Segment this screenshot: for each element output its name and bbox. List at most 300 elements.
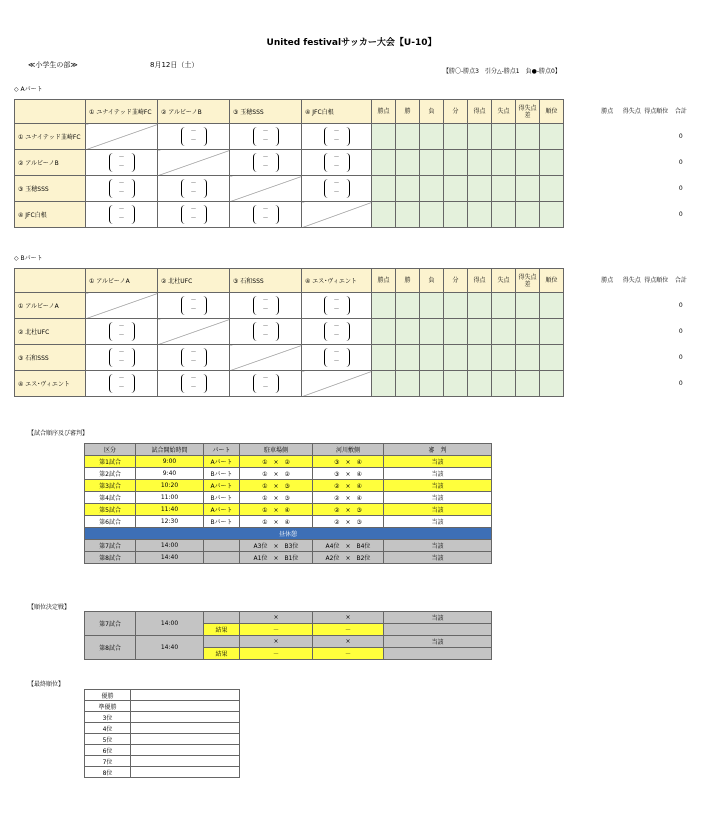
schedule-table [84, 443, 492, 564]
schedule-cell: 14:40 [136, 552, 204, 564]
row-team-header: ④ JFC白根 [15, 202, 86, 228]
score-dash-top: － [190, 206, 197, 213]
stat-cell [396, 293, 420, 319]
stat-cell [372, 124, 396, 150]
schedule-cell: Aパート [204, 456, 240, 468]
match-score-cell [158, 371, 230, 397]
schedule-cell: Bパート [204, 516, 240, 528]
schedule-cell: ① × ④ [240, 516, 313, 528]
side-total-value: 0 [678, 379, 683, 387]
stat-cell [492, 124, 516, 150]
match-score-cell [230, 293, 302, 319]
score-bracket [253, 127, 279, 146]
team-row [15, 293, 564, 319]
stat-cell [516, 371, 540, 397]
stat-cell [540, 150, 564, 176]
schedule-cell: 11:00 [136, 492, 204, 504]
score-dash-top: － [262, 206, 269, 213]
stat-cell [540, 202, 564, 228]
stat-header: 順位 [540, 269, 564, 293]
decision-time: 14:00 [136, 612, 204, 636]
team-row [15, 124, 564, 150]
schedule-cell: 10:20 [136, 480, 204, 492]
schedule-cell: 第5試合 [85, 504, 136, 516]
stat-cell [492, 345, 516, 371]
stat-cell [372, 202, 396, 228]
rank-row [85, 745, 240, 756]
schedule-cell: 当該 [384, 492, 492, 504]
score-dash-bottom: － [262, 215, 269, 222]
schedule-cell: 14:00 [136, 540, 204, 552]
stat-cell [420, 345, 444, 371]
score-dash-bottom: － [190, 215, 197, 222]
stat-cell [492, 176, 516, 202]
schedule-cell: 9:40 [136, 468, 204, 480]
rank-team-cell [131, 712, 240, 723]
schedule-cell: ① × ④ [240, 504, 313, 516]
stat-header: 失点 [492, 100, 516, 124]
score-dash-top: － [190, 375, 197, 382]
corner-cell [15, 100, 86, 124]
score-bracket [181, 374, 207, 393]
self-match-cell [86, 293, 158, 319]
score-dash-bottom: － [118, 189, 125, 196]
schedule-cell: ② × ④ [313, 480, 384, 492]
schedule-cell: ③ × ④ [313, 468, 384, 480]
stat-cell [420, 124, 444, 150]
score-dash-bottom: － [333, 163, 340, 170]
schedule-cell: A3位 × B3位 [240, 540, 313, 552]
stat-cell [516, 202, 540, 228]
score-dash-top: － [262, 154, 269, 161]
score-bracket [109, 205, 135, 224]
points-legend: 【勝〇-勝点3 引分△-勝点1 負●-勝点0】 [443, 68, 561, 75]
stat-header: 勝 [396, 100, 420, 124]
stat-header: 負 [420, 100, 444, 124]
stat-cell [468, 176, 492, 202]
schedule-row [85, 468, 492, 480]
stat-header: 得失点差 [516, 269, 540, 293]
decision-row [85, 612, 492, 624]
rank-label: 5位 [85, 734, 131, 745]
stat-cell [468, 150, 492, 176]
column-team-header: ③ 石和SSS [230, 269, 302, 293]
score-bracket [324, 296, 350, 315]
decision-vs: × [313, 612, 384, 624]
stat-cell [444, 371, 468, 397]
self-match-cell [230, 176, 302, 202]
column-team-header: ④ JFC白根 [302, 100, 372, 124]
date-label: 8月12日（土） [150, 61, 199, 69]
match-score-cell [230, 319, 302, 345]
score-bracket [253, 322, 279, 341]
rank-row [85, 756, 240, 767]
stat-header: 順位 [540, 100, 564, 124]
match-score-cell [230, 124, 302, 150]
rank-team-cell [131, 767, 240, 778]
stat-cell [444, 150, 468, 176]
side-header: 勝点 [601, 107, 614, 115]
division-label: ≪小学生の部≫ [28, 61, 78, 69]
score-dash-bottom: － [118, 163, 125, 170]
corner-cell [15, 269, 86, 293]
stat-cell [492, 293, 516, 319]
stat-cell [444, 319, 468, 345]
side-total-value: 0 [678, 158, 683, 166]
side-total-value: 0 [678, 353, 683, 361]
self-match-cell [302, 371, 372, 397]
match-score-cell [158, 202, 230, 228]
schedule-cell: ② × ③ [313, 504, 384, 516]
match-score-cell [302, 124, 372, 150]
schedule-cell: 第2試合 [85, 468, 136, 480]
rank-team-cell [131, 734, 240, 745]
score-dash-bottom: － [118, 332, 125, 339]
side-header: 合計 [674, 276, 687, 284]
decision-row [85, 636, 492, 648]
stat-cell [516, 150, 540, 176]
rank-row [85, 701, 240, 712]
final-ranking-table [84, 689, 240, 778]
rank-row [85, 690, 240, 701]
stat-cell [420, 176, 444, 202]
self-match-cell [302, 202, 372, 228]
stat-header: 勝点 [372, 269, 396, 293]
match-score-cell [302, 176, 372, 202]
column-team-header: ② アルビーノB [158, 100, 230, 124]
match-score-cell [86, 371, 158, 397]
schedule-cell: 第3試合 [85, 480, 136, 492]
schedule-cell: ① × ③ [240, 492, 313, 504]
match-score-cell [86, 345, 158, 371]
team-row [15, 319, 564, 345]
side-header: 得失点 [622, 276, 641, 284]
schedule-cell: ① × ③ [240, 480, 313, 492]
column-team-header: ① アルビーノA [86, 269, 158, 293]
stat-cell [516, 345, 540, 371]
schedule-cell: Bパート [204, 468, 240, 480]
stat-cell [420, 150, 444, 176]
schedule-header: 河川敷側 [313, 444, 384, 456]
score-dash-top: － [190, 349, 197, 356]
side-total-value: 0 [678, 184, 683, 192]
schedule-cell: Bパート [204, 492, 240, 504]
schedule-final-row [85, 552, 492, 564]
score-dash-top: － [262, 128, 269, 135]
row-team-header: ③ 石和SSS [15, 345, 86, 371]
schedule-cell: 当該 [384, 468, 492, 480]
row-team-header: ② 北杜UFC [15, 319, 86, 345]
score-dash-bottom: － [190, 137, 197, 144]
page-title: United festivalサッカー大会【U-10】 [266, 38, 437, 48]
team-row [15, 345, 564, 371]
stat-cell [468, 319, 492, 345]
stat-header: 分 [444, 269, 468, 293]
schedule-row [85, 492, 492, 504]
match-score-cell [158, 293, 230, 319]
score-dash-bottom: － [333, 189, 340, 196]
score-bracket [324, 348, 350, 367]
stat-cell [540, 371, 564, 397]
lunch-break-row: 昼休憩 [85, 528, 492, 540]
score-dash-top: － [333, 349, 340, 356]
column-team-header: ② 北杜UFC [158, 269, 230, 293]
side-summary-table [595, 99, 693, 227]
schedule-cell: 当該 [384, 516, 492, 528]
column-team-header: ③ 玉穂SSS [230, 100, 302, 124]
stat-cell [372, 293, 396, 319]
schedule-cell: 当該 [384, 540, 492, 552]
score-dash-top: － [118, 375, 125, 382]
side-header: 合計 [674, 107, 687, 115]
schedule-header: パート [204, 444, 240, 456]
team-row [15, 202, 564, 228]
stat-header: 分 [444, 100, 468, 124]
rank-team-cell [131, 690, 240, 701]
match-score-cell [158, 176, 230, 202]
stat-cell [372, 345, 396, 371]
stat-header: 得点 [468, 100, 492, 124]
rank-label: 優勝 [85, 690, 131, 701]
score-dash-top: － [333, 180, 340, 187]
score-dash-bottom: － [262, 137, 269, 144]
schedule-title: 【試合順序及び審判】 [28, 430, 89, 437]
schedule-cell [204, 540, 240, 552]
score-dash-bottom: － [118, 384, 125, 391]
schedule-cell: A2位 × B2位 [313, 552, 384, 564]
score-dash-top: － [118, 349, 125, 356]
team-row [15, 371, 564, 397]
score-bracket [253, 374, 279, 393]
match-score-cell [230, 150, 302, 176]
stat-cell [396, 176, 420, 202]
schedule-cell: A4位 × B4位 [313, 540, 384, 552]
side-header: 得失点 [622, 107, 641, 115]
self-match-cell [158, 150, 230, 176]
score-dash-bottom: － [190, 358, 197, 365]
stat-cell [492, 319, 516, 345]
score-dash-bottom: － [190, 306, 197, 313]
score-dash-top: － [118, 323, 125, 330]
schedule-row [85, 504, 492, 516]
schedule-cell: 当該 [384, 456, 492, 468]
stat-cell [468, 124, 492, 150]
schedule-cell: ① × ② [240, 456, 313, 468]
row-team-header: ③ 玉穂SSS [15, 176, 86, 202]
stat-cell [420, 371, 444, 397]
self-match-cell [158, 319, 230, 345]
decision-table [84, 611, 492, 660]
row-team-header: ② アルビーノB [15, 150, 86, 176]
schedule-cell: 第4試合 [85, 492, 136, 504]
match-score-cell [302, 293, 372, 319]
score-bracket [324, 127, 350, 146]
decision-referee: 当該 [384, 612, 492, 624]
stat-header: 得失点差 [516, 100, 540, 124]
schedule-row [85, 516, 492, 528]
decision-vs: × [240, 612, 313, 624]
stat-cell [540, 345, 564, 371]
rank-team-cell [131, 701, 240, 712]
stat-cell [468, 202, 492, 228]
stat-cell [468, 371, 492, 397]
score-dash-top: － [190, 180, 197, 187]
stat-cell [372, 319, 396, 345]
score-dash-bottom: － [262, 384, 269, 391]
rank-team-cell [131, 723, 240, 734]
stat-cell [492, 202, 516, 228]
match-score-cell [86, 176, 158, 202]
decision-vs: × [240, 636, 313, 648]
column-team-header: ④ エス･ヴィエント [302, 269, 372, 293]
score-dash-top: － [333, 128, 340, 135]
stat-cell [516, 293, 540, 319]
schedule-cell: Aパート [204, 504, 240, 516]
score-dash-top: － [262, 323, 269, 330]
score-dash-bottom: － [262, 163, 269, 170]
part-b-label: ◇ Bパート [14, 255, 43, 262]
stat-cell [372, 176, 396, 202]
stat-cell [372, 371, 396, 397]
row-team-header: ④ エス･ヴィエント [15, 371, 86, 397]
rank-label: 準優勝 [85, 701, 131, 712]
schedule-cell: 11:40 [136, 504, 204, 516]
score-dash-top: － [333, 154, 340, 161]
match-score-cell [230, 202, 302, 228]
decision-result: － [240, 648, 313, 660]
column-team-header: ① ユナイテッド韮崎FC [86, 100, 158, 124]
schedule-row [85, 456, 492, 468]
score-dash-bottom: － [333, 137, 340, 144]
score-dash-top: － [333, 297, 340, 304]
decision-result-label: 結果 [204, 648, 240, 660]
score-dash-top: － [118, 180, 125, 187]
stat-header: 勝 [396, 269, 420, 293]
score-dash-bottom: － [333, 332, 340, 339]
side-total-value: 0 [678, 327, 683, 335]
score-bracket [109, 153, 135, 172]
schedule-cell: Aパート [204, 480, 240, 492]
score-bracket [109, 374, 135, 393]
side-total-value: 0 [678, 301, 683, 309]
match-score-cell [302, 319, 372, 345]
stat-cell [540, 319, 564, 345]
stat-cell [444, 176, 468, 202]
rank-row [85, 767, 240, 778]
decision-result: － [240, 624, 313, 636]
score-bracket [253, 205, 279, 224]
score-dash-top: － [118, 206, 125, 213]
stat-cell [396, 124, 420, 150]
self-match-cell [86, 124, 158, 150]
decision-referee: 当該 [384, 636, 492, 648]
schedule-header: 審 判 [384, 444, 492, 456]
stat-cell [492, 150, 516, 176]
match-score-cell [158, 345, 230, 371]
stat-cell [468, 293, 492, 319]
stat-cell [444, 202, 468, 228]
score-bracket [109, 322, 135, 341]
decision-match: 第8試合 [85, 636, 136, 660]
stat-cell [420, 293, 444, 319]
schedule-cell: 当該 [384, 504, 492, 516]
score-dash-top: － [118, 154, 125, 161]
schedule-cell: ② × ④ [313, 492, 384, 504]
schedule-header: 試合開始時間 [136, 444, 204, 456]
score-dash-bottom: － [262, 332, 269, 339]
score-bracket [181, 179, 207, 198]
decision-match: 第7試合 [85, 612, 136, 636]
stat-header: 得点 [468, 269, 492, 293]
league-table [14, 268, 564, 397]
schedule-cell [204, 552, 240, 564]
stat-cell [420, 202, 444, 228]
schedule-cell: ① × ② [240, 468, 313, 480]
score-bracket [324, 322, 350, 341]
rank-row [85, 723, 240, 734]
schedule-cell: 第1試合 [85, 456, 136, 468]
schedule-cell: 第8試合 [85, 552, 136, 564]
match-score-cell [158, 124, 230, 150]
stat-cell [396, 150, 420, 176]
schedule-cell: 9:00 [136, 456, 204, 468]
rank-row [85, 712, 240, 723]
score-bracket [324, 179, 350, 198]
stat-cell [516, 176, 540, 202]
score-dash-bottom: － [333, 306, 340, 313]
schedule-cell: 第6試合 [85, 516, 136, 528]
rank-label: 6位 [85, 745, 131, 756]
score-dash-top: － [190, 297, 197, 304]
match-score-cell [302, 150, 372, 176]
stat-cell [540, 124, 564, 150]
side-total-value: 0 [678, 132, 683, 140]
score-bracket [324, 153, 350, 172]
schedule-header: 駐車場側 [240, 444, 313, 456]
match-score-cell [302, 345, 372, 371]
score-dash-top: － [333, 323, 340, 330]
team-row [15, 176, 564, 202]
self-match-cell [230, 345, 302, 371]
decision-result: － [313, 648, 384, 660]
stat-header: 失点 [492, 269, 516, 293]
schedule-cell: 当該 [384, 480, 492, 492]
rank-label: 8位 [85, 767, 131, 778]
score-dash-bottom: － [190, 189, 197, 196]
stat-cell [396, 371, 420, 397]
match-score-cell [86, 150, 158, 176]
stat-cell [516, 124, 540, 150]
schedule-cell: ③ × ④ [313, 456, 384, 468]
score-bracket [181, 205, 207, 224]
schedule-cell: 第7試合 [85, 540, 136, 552]
schedule-header: 区分 [85, 444, 136, 456]
score-dash-bottom: － [190, 384, 197, 391]
rank-team-cell [131, 745, 240, 756]
rank-label: 3位 [85, 712, 131, 723]
decision-title: 【順位決定戦】 [28, 604, 71, 611]
schedule-cell: ② × ③ [313, 516, 384, 528]
team-row [15, 150, 564, 176]
score-dash-top: － [190, 128, 197, 135]
league-table [14, 99, 564, 228]
score-dash-top: － [262, 375, 269, 382]
score-bracket [253, 153, 279, 172]
stat-cell [468, 345, 492, 371]
side-header: 得点順位 [644, 276, 669, 284]
schedule-row [85, 480, 492, 492]
score-dash-top: － [262, 297, 269, 304]
